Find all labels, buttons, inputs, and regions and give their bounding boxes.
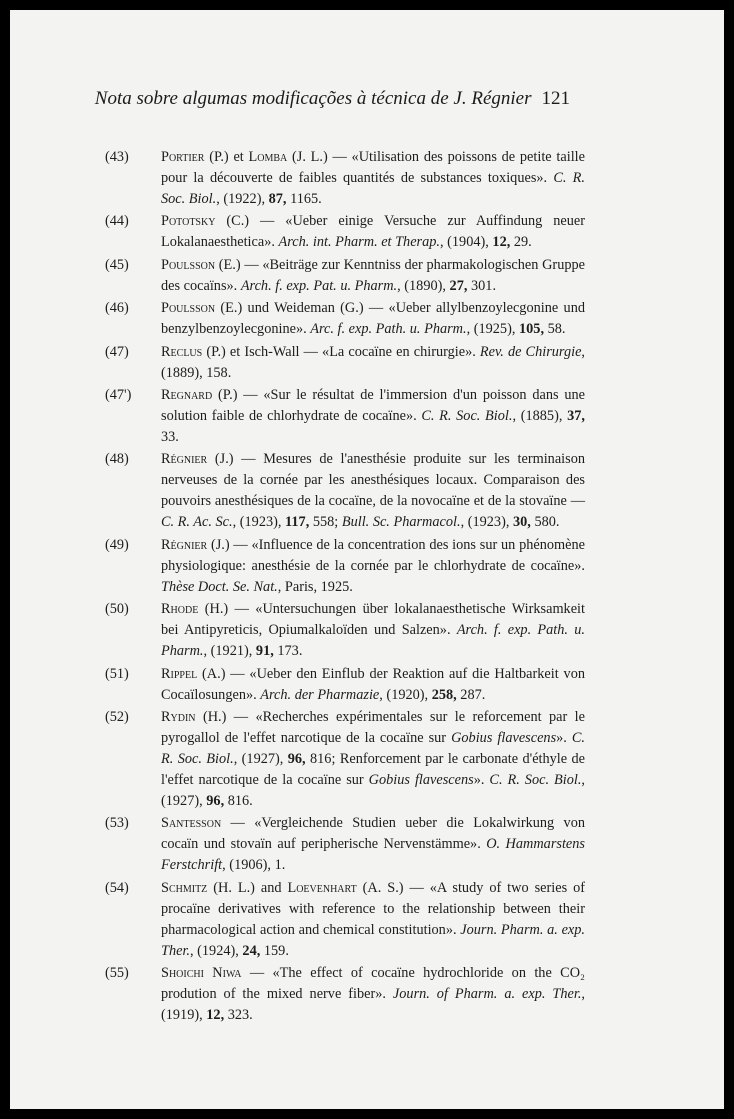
reference-number: (43)	[105, 149, 129, 165]
reference-item	[95, 878, 585, 962]
journal-title: C. R. Soc. Biol.	[161, 729, 586, 767]
reference-text: , (1927),	[233, 750, 288, 767]
volume-number: 37,	[567, 407, 585, 424]
volume-number: 258,	[431, 686, 457, 703]
reference-text: ».	[473, 771, 490, 788]
author-name: Rhode	[161, 601, 199, 618]
header-title: Nota sobre algumas modificações à técnica de J. Régnier	[94, 88, 532, 109]
journal-title: Arch. f. exp. Path. u. Pharm.	[161, 622, 585, 660]
reference-item	[95, 211, 585, 253]
volume-number: 91,	[255, 643, 274, 660]
author-name: Lomba	[248, 149, 288, 165]
journal-title: C. R. Soc. Biol.	[489, 771, 582, 788]
reference-text: 558;	[309, 514, 342, 531]
journal-title: O. Hammarstens Ferstchrift	[161, 836, 585, 874]
reference-text: (C.) — «Ueber einige Versuche zur Auffindung neuer Lokalanaesthetica».	[161, 213, 585, 251]
reference-text: 1165.	[286, 191, 322, 207]
reference-item	[95, 707, 585, 812]
reference-text: 58.	[544, 321, 566, 338]
scanned-page	[10, 10, 724, 1109]
volume-number: 105,	[519, 321, 545, 338]
journal-title: Thèse Doct. Se. Nat.	[161, 578, 278, 595]
reference-number: (54)	[105, 879, 129, 896]
reference-text: , (1921),	[203, 643, 256, 660]
reference-text: (P.) et Isch-Wall — «La cocaïne en chirurgie».	[202, 343, 480, 360]
reference-text: (H. L.) and	[207, 879, 288, 896]
author-name: Santesson	[161, 815, 222, 832]
reference-text: (E.) und Weideman (G.) — «Ueber allylbenzoylecgonine und benzylbenzoylecgonine».	[161, 300, 585, 338]
author-name: Régnier	[161, 451, 208, 468]
reference-text: 29.	[510, 234, 532, 251]
journal-title: Bull. Sc. Pharmacol.	[341, 514, 461, 531]
author-name: Regnard	[161, 386, 213, 403]
reference-text: (J. L.) — «Utilisation des poissons de petite taille pour la découverte de faibles quantités de substances toxiques».	[161, 149, 585, 186]
author-name: Pototsky	[161, 213, 216, 230]
author-name: Schmitz	[161, 879, 208, 896]
volume-number: 117,	[285, 514, 310, 531]
reference-item	[95, 813, 585, 876]
author-name: Shoichi Niwa	[161, 965, 242, 982]
reference-text: (J.) — Mesures de l'anesthésie produite sur les terminaison nerveuses de la cornée par les anesthésiques locaux. Comparaison des pouvoirs anesthésiques de la cocaïne, de la novocaïne et de la stovaïne —	[161, 451, 585, 510]
reference-text: , (1889), 158.	[161, 343, 585, 381]
reference-text: (E.) — «Beiträge zur Kenntniss der pharmakologischen Gruppe des cocaïns».	[161, 256, 585, 294]
page-number: 121	[541, 88, 570, 109]
volume-number: 12,	[206, 1007, 225, 1024]
reference-text: , (1904),	[440, 234, 493, 251]
reference-text: 301.	[467, 277, 497, 294]
reference-text: — «The effect of cocaïne hydrochloride on the CO₂ prodution of the mixed nerve fiber».	[161, 965, 585, 1003]
reference-text: 173.	[273, 643, 303, 660]
reference-text: (A.) — «Ueber den Einflub der Reaktion auf die Haltbarkeit von Cocaïlosungen».	[161, 665, 585, 703]
journal-title: Journ. of Pharm. a. exp. Ther.	[392, 986, 582, 1003]
volume-number: 96,	[206, 792, 225, 809]
journal-title: C. R. Soc. Biol.	[421, 407, 513, 424]
journal-title: Arch. f. exp. Pat. u. Pharm.	[240, 277, 398, 294]
reference-number: (47)	[105, 343, 129, 360]
reference-text: 33.	[161, 428, 179, 445]
journal-title: Gobius flavescens	[451, 729, 557, 746]
reference-text: , (1906), 1.	[222, 857, 286, 874]
journal-title: Arc. f. exp. Path. u. Pharm.	[310, 321, 467, 338]
reference-item	[95, 449, 585, 533]
journal-title: Gobius flavescens	[368, 771, 474, 788]
reference-item	[95, 599, 585, 662]
author-name: Rippel	[161, 665, 198, 682]
reference-item	[95, 385, 585, 448]
reference-number: (44)	[105, 213, 129, 230]
journal-title: Arch. der Pharmazie	[260, 686, 380, 703]
reference-number: (55)	[105, 965, 129, 982]
reference-text: , (1925),	[466, 321, 519, 338]
journal-title: Rev. de Chirurgie	[479, 343, 582, 360]
reference-item	[95, 664, 585, 706]
reference-text: , (1924),	[190, 942, 243, 959]
reference-item	[95, 535, 585, 598]
reference-text: (A. S.) — «A study of two series of procaïne derivatives with reference to the relationship between their pharmacological action and chemical constitution».	[161, 879, 585, 938]
running-header	[10, 88, 570, 110]
reference-text: , (1885),	[512, 407, 568, 424]
reference-text: (P.) et	[204, 149, 249, 165]
volume-number: 27,	[449, 277, 468, 294]
author-name: Régnier	[161, 536, 208, 553]
journal-title: Arch. int. Pharm. et Therap.	[278, 234, 440, 251]
reference-number: (53)	[105, 815, 129, 832]
reference-number: (52)	[105, 708, 129, 725]
volume-number: 12,	[492, 234, 511, 251]
reference-text: 323.	[224, 1007, 253, 1024]
reference-text: (J.) — «Influence de la concentration des ions sur un phénomène physiologique: anesthésie de la cornée par le chlorhydrate de cocaïne».	[161, 536, 585, 574]
reference-text: 580.	[530, 514, 560, 531]
reference-number: (50)	[105, 601, 129, 618]
journal-title: Journ. Pharm. a. exp. Ther.	[161, 921, 586, 959]
reference-text: (H.) — «Recherches expérimentales sur le reforcement par le pyrogallol de l'effet narcotique de la cocaïne sur	[161, 708, 585, 746]
reference-number: (47')	[105, 386, 132, 403]
reference-number: (49)	[105, 536, 129, 553]
author-name: Rydin	[161, 708, 196, 725]
reference-text: (P.) — «Sur le résultat de l'immersion d'un poisson dans une solution faible de chlorhydrate de cocaïne».	[161, 386, 585, 424]
reference-item	[95, 255, 585, 297]
reference-text: , (1923),	[232, 514, 286, 531]
reference-text: , (1923),	[460, 514, 513, 531]
author-name: Reclus	[161, 343, 203, 360]
journal-title: C. R. Soc. Biol.	[161, 170, 585, 207]
reference-item	[95, 342, 585, 384]
reference-text: , (1919),	[161, 986, 585, 1024]
author-name: Poulsson	[161, 300, 216, 317]
reference-text: , Paris, 1925.	[277, 578, 353, 595]
author-name: Loevenhart	[287, 879, 357, 896]
reference-text: — «Vergleichende Studien ueber die Lokalwirkung von cocaïn und stovaïn auf peripherische Nervenstämme».	[161, 815, 585, 853]
reference-text: , (1920),	[379, 686, 432, 703]
reference-number: (46)	[105, 300, 129, 317]
reference-text: 816; Renforcement par le carbonate d'éthyle de l'effet narcotique de la cocaïne sur	[161, 750, 586, 788]
journal-title: C. R. Ac. Sc.	[161, 514, 233, 531]
volume-number: 30,	[513, 514, 531, 531]
author-name: Portier	[161, 149, 205, 165]
reference-number: (48)	[105, 451, 129, 468]
author-name: Poulsson	[161, 256, 216, 273]
reference-text: (H.) — «Untersuchungen über lokalanaesthetische Wirksamkeit bei Antipyreticis, Opiumalkaloïden und Salzen».	[161, 601, 585, 639]
volume-number: 96,	[287, 750, 306, 767]
reference-number: (51)	[105, 665, 129, 682]
reference-list	[95, 147, 585, 1027]
volume-number: 87,	[268, 191, 287, 207]
reference-text: , (1890),	[397, 277, 450, 294]
reference-number: (45)	[105, 256, 129, 273]
reference-item	[95, 963, 585, 1026]
reference-text: 816.	[224, 792, 253, 809]
reference-text: ».	[556, 729, 572, 746]
reference-item	[95, 298, 585, 340]
reference-text: , (1922),	[216, 191, 269, 207]
reference-text: 159.	[260, 942, 289, 959]
reference-text: , (1927),	[161, 771, 585, 809]
reference-text: 287.	[456, 686, 486, 703]
volume-number: 24,	[242, 942, 261, 959]
reference-item	[95, 147, 585, 210]
